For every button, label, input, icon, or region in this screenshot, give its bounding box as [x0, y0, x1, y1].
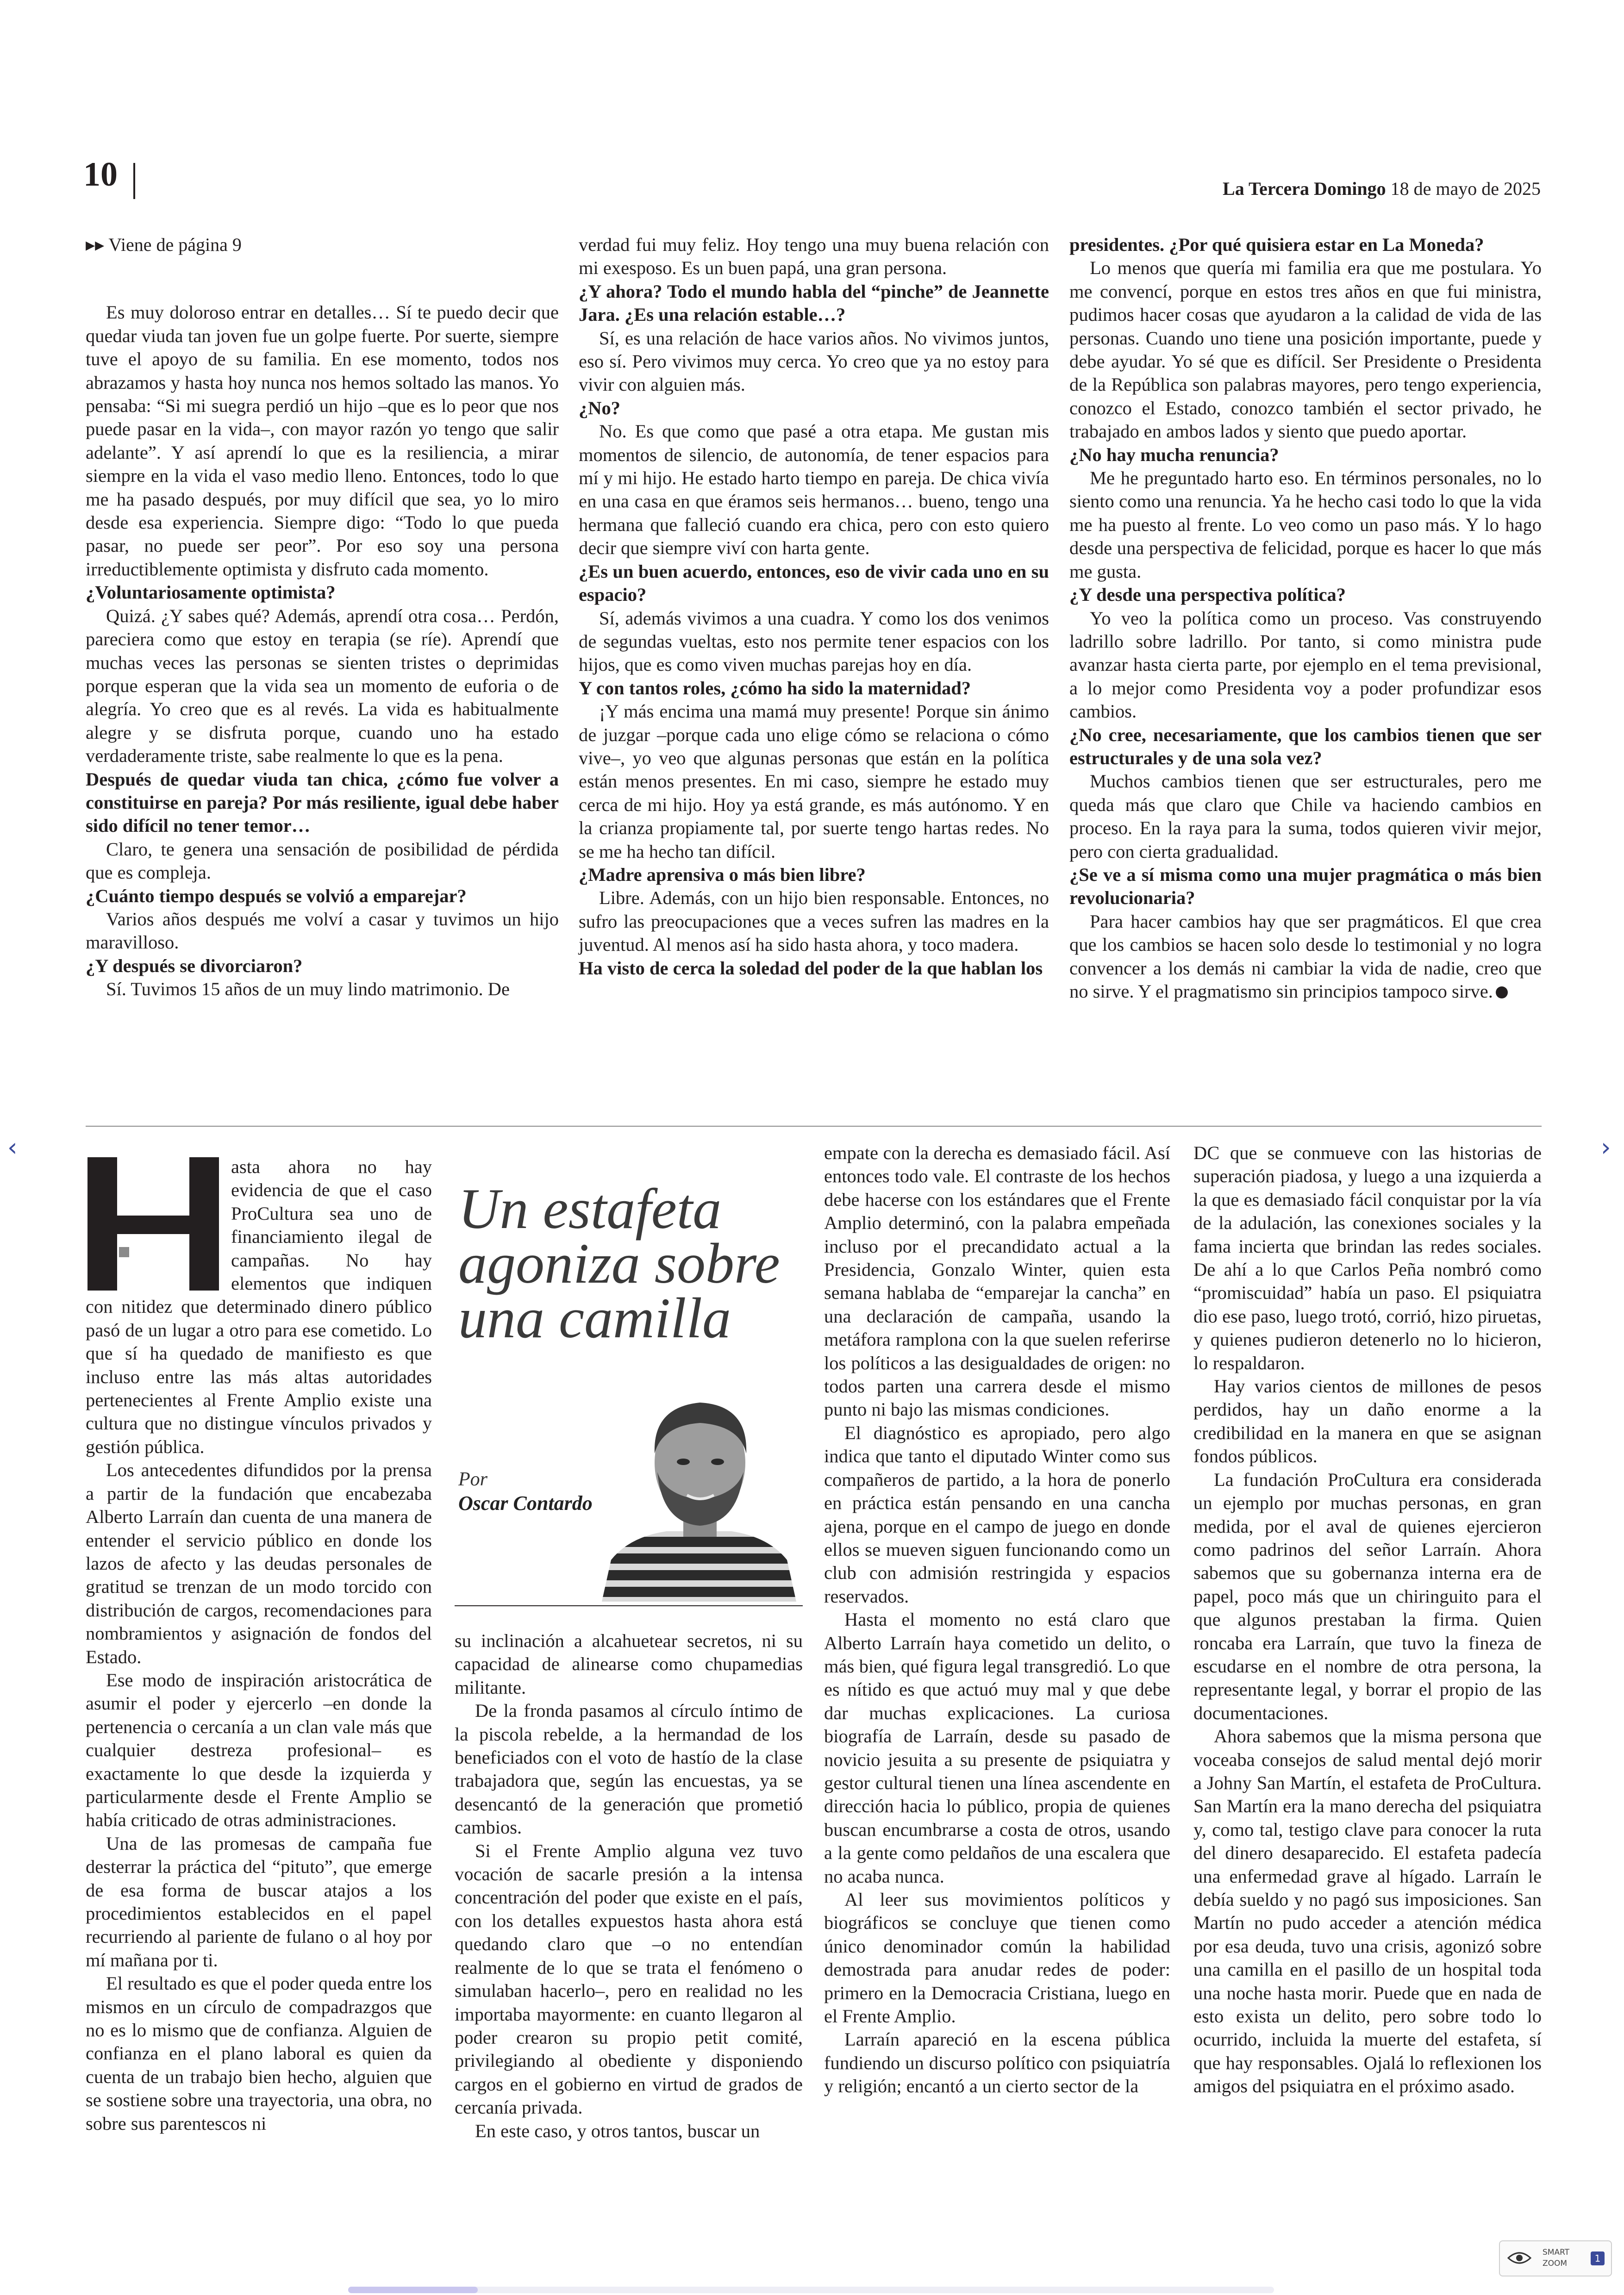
opinion-paragraph: Una de las promesas de campaña fue desterrar la práctica del “pituto”, que emerge de esa forma de buscar atajos a los procedimientos establecidos en el papel recurriendo al pariente de fulano o al hoy por mí mañana por ti. — [86, 1833, 432, 1971]
interview-question: ¿Madre aprensiva o más bien libre? — [579, 864, 866, 885]
page-number: 10 — [83, 156, 118, 193]
byline-prefix: Por — [458, 1469, 487, 1490]
opinion-paragraph: Los antecedentes difundidos por la prensa a partir de la fundación que encabezaba Alberto Larraín dan cuenta de una manera de entender el servicio público en donde los lazos de afecto y las deudas personales de gratitud se trenzan de un modo torcido con distribución de cargos, recomendaciones para nombramientos y asignación de fondos del Estado. — [86, 1459, 432, 1667]
page-progress-track[interactable] — [348, 2287, 1274, 2293]
opinion-paragraph: El resultado es que el poder queda entre los mismos en un círculo de compadrazgos que no es lo mismo que de confianza. Alguien de confianza en el plano laboral es quien da cuenta de un trabajo bien hecho, alguien que se sostiene sobre una trayectoria, una obra, no sobre sus parentescos ni — [86, 1973, 432, 2134]
interview-question: Ha visto de cerca la soledad del poder de la que hablan los — [579, 957, 1043, 979]
interview-question: ¿No cree, necesariamente, que los cambios tienen que ser estructurales y de una sola vez? — [1069, 724, 1542, 768]
previous-page-arrow-icon[interactable]: ‹ — [7, 1133, 18, 1162]
opinion-column-4 — [1193, 1141, 1542, 2098]
opinion-paragraph: DC que se conmueve con las historias de superación piadosa, y luego a una izquierda a la que es demasiado fácil conquistar por la vía de la adulación, las conexiones sociales y la fama incierta que brindan las redes sociales. De ahí a lo que Carlos Peña nombró como “promiscuidad” había un paso. El psiquiatra dio ese paso, luego trotó, corrió, hizo piruetas, y quienes pudieron detenerlo no lo hicieron, lo respaldaron. — [1193, 1142, 1542, 1373]
publication-date: 18 de mayo de 2025 — [1390, 178, 1541, 199]
interview-question: ¿Cuánto tiempo después se volvió a emparejar? — [86, 885, 467, 906]
interview-answer: ¡Y más encima una mamá muy presente! Porque sin ánimo de juzgar –porque cada uno elige cómo se relaciona o cómo vive–, yo veo que algunas personas que están en la política están menos presentes. En mi caso, siempre he estado muy cerca de mi hijo. Hoy ya está grande, es más autónomo. Y en la crianza propiamente tal, por suerte tengo hartas redes. No se me ha hecho tan difícil. — [579, 701, 1049, 862]
smart-zoom-label: SMART ZOOM — [1543, 2248, 1570, 2268]
opinion-paragraph: Si el Frente Amplio alguna vez tuvo vocación de sacarle presión a la intensa concentración del poder que existe en el país, con los detalles expuestos hasta ahora está quedando claro que –o no entendían realmente de lo que se trata el fenómeno o simulaban hacerlo–, pero en realidad no les importaba mayormente: en cuanto llegaron al poder crearon su propio petit comité, privilegiando al obediente y disponiendo cargos en el gobierno en virtud de grados de cercanía privada. — [455, 1840, 803, 2118]
opinion-column-3 — [824, 1141, 1170, 2098]
interview-answer: Muchos cambios tienen que ser estructurales, pero me queda más que claro que Chile va haciendo cambios en proceso. En la raya para la suma, todos quieren vivir mejor, pero con cierta gradualidad. — [1069, 771, 1542, 862]
opinion-paragraph: Hay varios cientos de millones de pesos perdidos, hay un daño enorme a la credibilidad en la manera en que se asignan fondos públicos. — [1193, 1376, 1542, 1467]
opinion-paragraph: Ahora sabemos que la misma persona que voceaba consejos de salud mental dejó morir a Johny San Martín, el estafeta de ProCultura. San Martín era la mano derecha del psiquiatra y, como tal, testigo clave para conocer la ruta del dinero desaparecido. El estafeta padecía una enfermedad grave al hígado. Larraín le debía sueldo y no pagó sus imposiciones. San Martín no pudo acceder a atención médica por esa deuda, tuvo una crisis, agonizó sobre una camilla en el pasillo de un hospital toda una noche hasta morir. Puede que en nada de esto exista un delito, pero sobre todo lo ocurrido, incluida la muerte del estafeta, sí que hay responsables. Ojalá lo reflexionen los amigos del psiquiatra en el próximo asado. — [1193, 1726, 1542, 2097]
interview-answer: Claro, te genera una sensación de posibilidad de pérdida que es compleja. — [86, 838, 559, 883]
interview-column-3 — [1069, 233, 1542, 1003]
opinion-column-1 — [86, 1155, 432, 2135]
interview-column-2 — [579, 233, 1049, 980]
opinion-paragraph: Hasta el momento no está claro que Alberto Larraín haya cometido un delito, o más bien, qué figura legal transgredió. Lo que es nítido es que actuó muy mal y que debe dar muchas explicaciones. La curiosa biografía de Larraín, desde su pasado de novicio jesuita a su presente de psiquiatra y gestor cultural tienen una línea ascendente en dirección hacia lo público, propia de quienes buscan encumbrarse a costa de otros, usando a la gente como peldaños de una escalera que no acaba nunca. — [824, 1609, 1170, 1887]
dropcap — [86, 1155, 221, 1292]
opinion-paragraph: De la fronda pasamos al círculo íntimo de la piscola rebelde, a la hermandad de los beneficiados con el voto de hastío de la clase trabajadora que, según las encuestas, ya se desencantó de la generación que prometió cambios. — [455, 1700, 803, 1838]
interview-question: ¿Se ve a sí misma como una mujer pragmática o más bien revolucionaria? — [1069, 864, 1542, 909]
interview-answer: Es muy doloroso entrar en detalles… Sí te puedo decir que quedar viuda tan joven fue un golpe fuerte. Por suerte, siempre tuve el apoyo de su familia. En ese momento, todos nos abrazamos y hasta hoy nunca nos hemos soltado las manos. Yo pensaba: “Si mi suegra perdió un hijo –que es lo peor que nos puede pasar en la vida–, con mayor razón yo tengo que salir adelante”. Y así aprendí lo que es la resiliencia, a mirar siempre en la vida el vaso medio lleno. Entonces, todo lo que me ha pasado después, por muy difícil que sea, yo lo miro desde esa experiencia. Siempre digo: “Todo lo que pueda pasar, no puede ser peor”. Por eso soy una persona irreductiblemente optimista y disfruto cada momento. — [86, 302, 559, 580]
continued-from: ▸▸ Viene de página 9 — [86, 234, 242, 255]
photo-divider — [455, 1605, 803, 1606]
opinion-headline: Un estafeta agoniza sobre una camilla — [458, 1177, 780, 1350]
masthead — [1223, 178, 1541, 200]
interview-question: ¿Y desde una perspectiva política? — [1069, 584, 1346, 605]
interview-question: ¿Es un buen acuerdo, entonces, eso de vivir cada uno en su espacio? — [579, 561, 1049, 605]
interview-question: ¿Voluntariosamente optimista? — [86, 582, 336, 603]
interview-answer: Quizá. ¿Y sabes qué? Además, aprendí otra cosa… Perdón, pareciera como que estoy en terapia (se ríe). Aprendí que muchas veces las personas se sienten tristes o deprimidas porque esperan que la vida sea un momento de euforia o de alegría. Yo creo que es al revés. La vida es habitualmente alegre y se disfruta porque, cuando uno ha estado verdaderamente triste, sabe realmente lo que es la pena. — [86, 605, 559, 767]
opinion-first-paragraph — [86, 1155, 432, 1459]
opinion-paragraph: Ese modo de inspiración aristocrática de asumir el poder y ejercerlo –en donde la pertenencia o cercanía a un clan vale más que cualquier destreza profesional– es exactamente lo que desde la izquierda y particularmente desde el Frente Amplio se había criticado de otras administraciones. — [86, 1669, 432, 1831]
opinion-paragraph: su inclinación a alcahuetear secretos, ni su capacidad de alinearse como chupamedias militante. — [455, 1630, 803, 1698]
interview-question: ¿Y después se divorciaron? — [86, 955, 303, 976]
smart-zoom-badge: 1 — [1591, 2251, 1605, 2265]
section-divider — [86, 1126, 1542, 1127]
interview-column-1 — [86, 233, 559, 1001]
interview-question: presidentes. ¿Por qué quisiera estar en La Moneda? — [1069, 234, 1484, 255]
opinion-paragraph: Al leer sus movimientos políticos y biográficos se concluye que tienen como único denominador común la habilidad demostrada para anudar redes de poder: primero en la Democracia Cristiana, luego en el Frente Amplio. — [824, 1889, 1170, 2027]
interview-question: ¿Y ahora? Todo el mundo habla del “pinche” de Jeannette Jara. ¿Es una relación estable…? — [579, 281, 1049, 325]
opinion-paragraph: El diagnóstico es apropiado, pero algo indica que tanto el diputado Winter como sus compañeros de partido, a la hora de ponerlo en práctica están pensando en una cancha ajena, porque en el campo de juego en donde ellos se mueven siguen funcionando como un club con admisión restringida y espacios reservados. — [824, 1422, 1170, 1607]
interview-answer: Me he preguntado harto eso. En términos personales, no lo siento como una renuncia. Ya he hecho casi todo lo que la vida me ha puesto al frente. Lo veo como un paso más. Y lo hago desde una perspectiva de felicidad, porque es hacer lo que más me gusta. — [1069, 468, 1542, 582]
interview-answer: Libre. Además, con un hijo bien responsable. Entonces, no sufro las preocupaciones que a veces sufren las madres en la juventud. Al menos así ha sido hasta ahora, y toco madera. — [579, 887, 1049, 955]
page-progress-fill — [348, 2287, 478, 2293]
interview-question: Y con tantos roles, ¿cómo ha sido la maternidad? — [579, 677, 971, 698]
interview-question: Después de quedar viuda tan chica, ¿cómo fue volver a constituirse en pareja? Por más resiliente, igual debe haber sido difícil no tener temor… — [86, 768, 559, 836]
interview-answer: Sí. Tuvimos 15 años de un muy lindo matrimonio. De — [106, 979, 510, 1000]
opinion-paragraph: La fundación ProCultura era considerada un ejemplo por muchas personas, en gran medida, por el aval de quienes ejercieron como padrinos del señor Larraín. Ahora sabemos que su gobernanza interna era de papel, poco más que un chiringuito para el que algunos prestaban la firma. Quien roncaba era Larraín, que tuvo la fineza de escudarse en el nombre de otra persona, la representante legal, y borrar el propio de las documentaciones. — [1193, 1469, 1542, 1723]
smart-zoom-button[interactable] — [1499, 2240, 1612, 2276]
interview-answer: Varios años después me volví a casar y tuvimos un hijo maravilloso. — [86, 908, 559, 953]
eye-icon — [1506, 2250, 1532, 2266]
header-divider — [133, 163, 135, 199]
opinion-paragraph: Larraín apareció en la escena pública fundiendo un discurso político con psiquiatría y religión; encantó a un cierto sector de la — [824, 2029, 1170, 2097]
opinion-lead-text: asta ahora no hay evidencia de que el caso ProCultura sea uno de financiamiento ilegal de campañas. No hay elementos que indiquen con nitidez que determinado dinero público pasó de un lugar a otro para ese cometido. Lo que sí ha quedado de manifiesto es que incluso entre las más altas autoridades pertenecientes al Frente Amplio existe una cultura que no distingue vínculos privados y gestión pública. — [86, 1156, 432, 1457]
interview-answer: Para hacer cambios hay que ser pragmáticos. El que crea que los cambios se hacen solo desde lo testimonial y no logra convencer a los demás ni cambiar la vida de nadie, creo que no sirve. Y el pragmatismo sin principios tampoco sirve. — [1069, 911, 1542, 1002]
opinion-column-2 — [455, 1629, 803, 2143]
interview-question: ¿No? — [579, 397, 620, 418]
interview-question: ¿No hay mucha renuncia? — [1069, 444, 1279, 465]
next-page-arrow-icon[interactable]: › — [1601, 1133, 1611, 1162]
opinion-paragraph: empate con la derecha es demasiado fácil. Así entonces todo vale. El contraste de los hechos debe hacerse con los estándares que el Frente Amplio determinó, con la palabra empeñada incluso por el precandidato actual a la Presidencia, Gonzalo Winter, quien esta semana hablaba de “emparejar la cancha” en una declaración de campaña, usando la metáfora ramplona con la que suelen referirse los políticos a las desigualdades de origen: no todos parten una carrera desde el mismo punto ni bajo las mismas condiciones. — [824, 1142, 1170, 1420]
publication-name: La Tercera Domingo — [1223, 178, 1386, 199]
interview-answer: Sí, además vivimos a una cuadra. Y como los dos venimos de segundas vueltas, esto nos permite tener espacios con los hijos, que es como viven muchas parejas hoy en día. — [579, 607, 1049, 675]
interview-answer: Sí, es una relación de hace varios años. No vivimos juntos, eso sí. Pero vivimos muy cerca. Yo creo que ya no estoy para vivir con alguien más. — [579, 327, 1049, 395]
author-photo — [593, 1384, 806, 1602]
byline-author: Oscar Contardo — [458, 1492, 593, 1515]
end-of-article-mark — [1496, 986, 1508, 998]
interview-answer: verdad fui muy feliz. Hoy tengo una muy buena relación con mi exesposo. Es un buen papá, una gran persona. — [579, 234, 1049, 279]
opinion-paragraph: En este caso, y otros tantos, buscar un — [475, 2120, 760, 2141]
interview-answer: No. Es que como que pasé a otra etapa. Me gustan mis momentos de silencio, de autonomía, de tener espacios para mí y mi hijo. He estado harto tiempo en pareja. De chica vivía en una casa en que éramos seis hermanos… bueno, tengo una hermana que falleció cuando era chica, pero con esto quiero decir que siempre viví con harta gente. — [579, 421, 1049, 559]
dropcap-letter — [86, 1155, 221, 1292]
interview-answer: Lo menos que quería mi familia era que me postulara. Yo me convencí, porque en estos tres años en que fui ministra, pudimos hacer cosas que ayudaron a la calidad de vida de las personas. Cuando uno tiene una posición importante, puede y debe ayudar. Yo sé que es difícil. Ser Presidente o Presidenta de la República son palabras mayores, pero tengo experiencia, conozco el Estado, conozco también el sector privado, he trabajado en ambos lados y siento que puedo aportar. — [1069, 257, 1542, 442]
interview-answer: Yo veo la política como un proceso. Vas construyendo ladrillo sobre ladrillo. Por tanto, si como ministra pude avanzar hasta cierta parte, por ejemplo en el tema previsional, a lo mejor como Presidenta voy a poder profundizar esos cambios. — [1069, 607, 1542, 722]
